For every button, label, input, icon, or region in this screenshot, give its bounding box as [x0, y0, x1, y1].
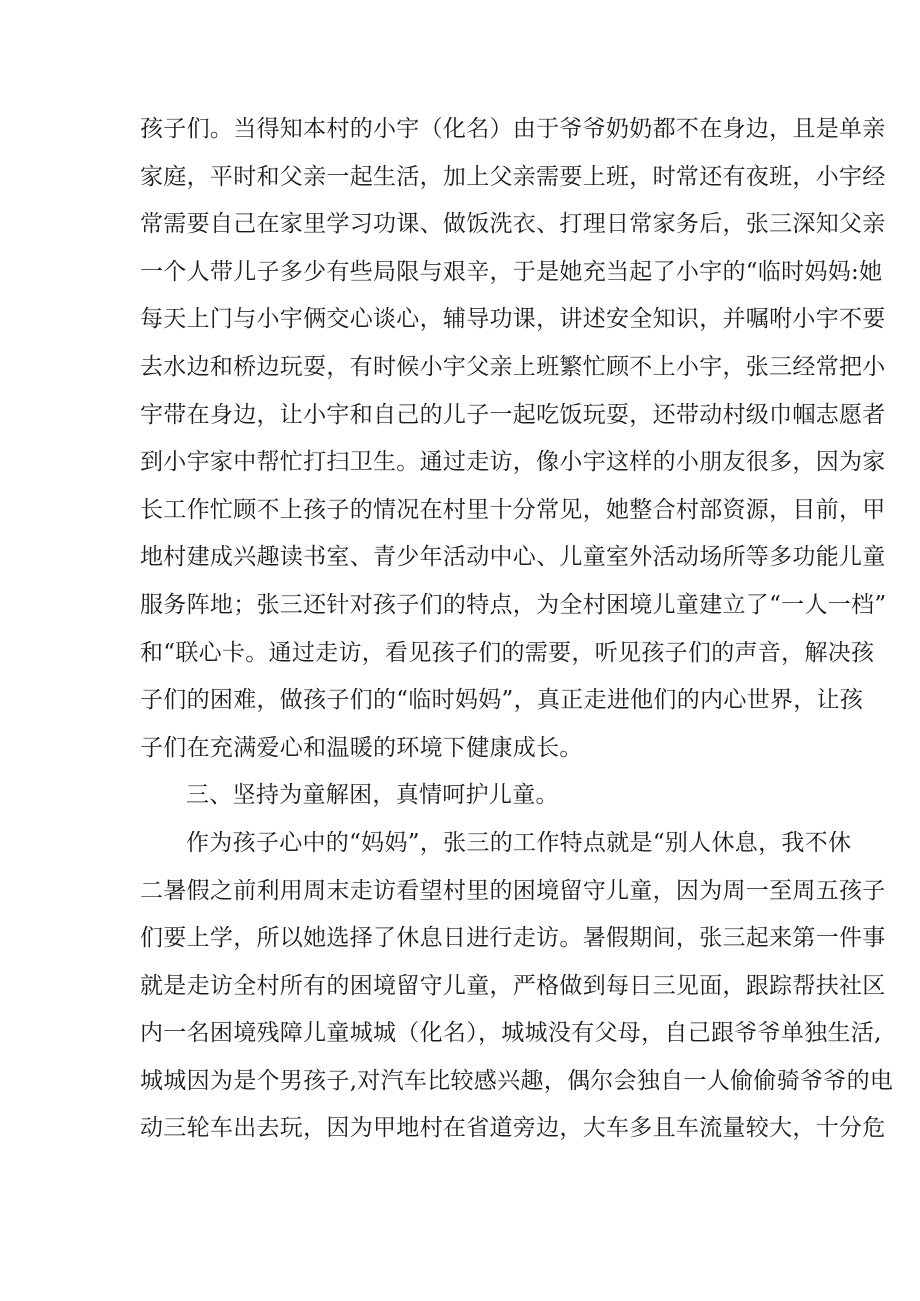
text-line: 作为孩子心中的“妈妈”，张三的工作特点就是“别人休息，我不休: [186, 829, 852, 856]
text-line: 常需要自己在家里学习功课、做饭洗衣、打理日常家务后，张三深知父亲: [140, 211, 886, 238]
text-line: 孩子们。当得知本村的小宇（化名）由于爷爷奶奶都不在身边，且是单亲: [140, 116, 886, 142]
text-line: 子们的困难，做孩子们的“临时妈妈”，真正走进他们的内心世界，让孩: [140, 687, 864, 714]
text-line: 二暑假之前利用周末走访看望村里的困境留守儿童，因为周一至周五孩子: [140, 877, 886, 904]
text-line: 动三轮车出去玩，因为甲地村在省道旁边，大车多且车流量较大，十分危: [140, 1115, 886, 1142]
text-line: 地村建成兴趣读书室、青少年活动中心、儿童室外活动场所等多功能儿童: [140, 544, 886, 571]
text-line: 城城因为是个男孩子,对汽车比较感兴趣，偶尔会独自一人偷偷骑爷爷的电: [140, 1067, 894, 1094]
text-line: 子们在充满爱心和温暖的环境下健康成长。: [140, 734, 583, 761]
text-line: 每天上门与小宇俩交心谈心，辅导功课，讲述安全知识，并嘱咐小宇不要: [140, 306, 886, 333]
body-text: [140, 106, 894, 1153]
text-line: 们要上学，所以她选择了休息日进行走访。暑假期间，张三起来第一件事: [140, 925, 886, 952]
text-line: 一个人带儿子多少有些局限与艰辛，于是她充当起了小宇的“临时妈妈:她: [140, 258, 883, 285]
section-heading: 三、坚持为童解困，真情呵护儿童。: [186, 782, 559, 809]
text-line: 长工作忙顾不上孩子的情况在村里十分常见，她整合村部资源，目前，甲: [140, 496, 886, 523]
text-line: 就是走访全村所有的困境留守儿童，严格做到每日三见面，跟踪帮扶社区: [140, 972, 886, 999]
text-line: 内一名困境残障儿童城城（化名），城城没有父母，自己跟爷爷单独生活,: [140, 1020, 882, 1047]
text-line: 到小宇家中帮忙打扫卫生。通过走访，像小宇这样的小朋友很多，因为家: [140, 449, 886, 476]
text-line: 宇带在身边，让小宇和自己的儿子一起吃饭玩耍，还带动村级巾帼志愿者: [140, 401, 886, 428]
text-line: 和“联心卡。通过走访，看见孩子们的需要，听见孩子们的声音，解决孩: [140, 639, 875, 666]
text-line: 去水边和桥边玩耍，有时候小宇父亲上班繁忙顾不上小宇，张三经常把小: [140, 353, 886, 380]
text-line: 家庭，平时和父亲一起生活，加上父亲需要上班，时常还有夜班，小宇经: [140, 163, 886, 190]
text-line: 服务阵地；张三还针对孩子们的特点，为全村困境儿童建立了“一人一档”: [140, 591, 887, 618]
